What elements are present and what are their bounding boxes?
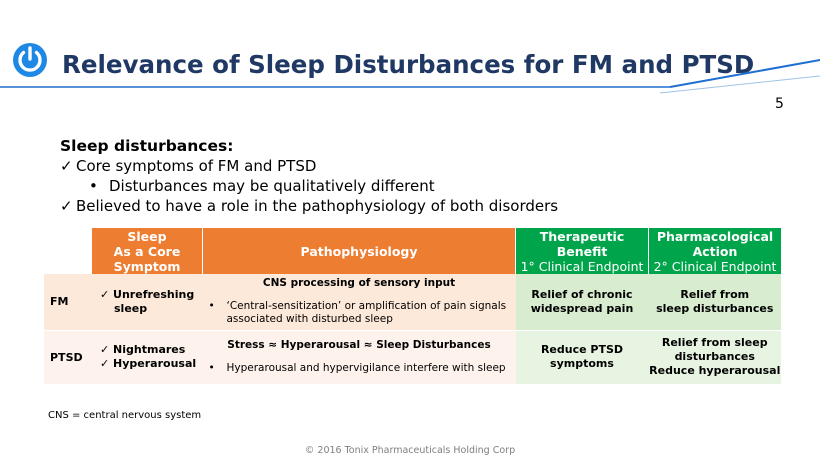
bullet-subitem: • Disturbances may be qualitatively different [89, 177, 435, 195]
pathophysiology-cell: CNS processing of sensory input • ‘Central-sensitization’ or amplification of pain signals associated with disturbed sleep [203, 274, 516, 330]
page-number: 5 [775, 96, 784, 112]
pharmacological-action-cell: Relief from sleep disturbances Reduce hyperarousal [649, 330, 782, 384]
row-label: FM [44, 274, 92, 330]
core-symptom-cell: ✓ Nightmares ✓ Hyperarousal [92, 330, 203, 384]
bullet-item: ✓ Believed to have a role in the pathophysiology of both disorders [60, 197, 559, 215]
header-pharmacological-action: Pharmacological Action 2° Clinical Endpoint [649, 228, 782, 274]
row-label: PTSD [44, 330, 92, 384]
bullet-heading: Sleep disturbances: [60, 137, 234, 155]
comparison-table [44, 228, 781, 384]
table-row [44, 330, 781, 384]
table-header-row [44, 228, 781, 274]
therapeutic-benefit-cell: Relief of chronic widespread pain [516, 274, 649, 330]
pharmacological-action-cell: Relief from sleep disturbances [649, 274, 782, 330]
table-row [44, 274, 781, 330]
header-core-symptom: Sleep As a Core Symptom [92, 228, 203, 274]
bullet-dot-icon: • [208, 300, 215, 313]
pathophysiology-cell: Stress ≈ Hyperarousal ≈ Sleep Disturbances • Hyperarousal and hypervigilance interfere with sleep [203, 330, 516, 384]
bullet-dot-icon: • [208, 362, 215, 375]
check-icon: ✓ [60, 197, 73, 215]
footnote: CNS = central nervous system [48, 410, 202, 421]
therapeutic-benefit-cell: Reduce PTSD symptoms [516, 330, 649, 384]
bullet-dot-icon: • [89, 177, 98, 195]
bullet-list [60, 136, 558, 216]
header-divider [0, 0, 820, 100]
bullet-item: ✓ Core symptoms of FM and PTSD [60, 157, 317, 175]
check-icon: ✓ [60, 157, 73, 175]
core-symptom-cell: ✓ Unrefreshing sleep [92, 274, 203, 330]
page-title: Relevance of Sleep Disturbances for FM and PTSD [62, 50, 755, 79]
header-pathophysiology: Pathophysiology [203, 228, 516, 274]
copyright: © 2016 Tonix Pharmaceuticals Holding Corp [304, 445, 516, 456]
header-therapeutic-benefit: Therapeutic Benefit 1° Clinical Endpoint [516, 228, 649, 274]
